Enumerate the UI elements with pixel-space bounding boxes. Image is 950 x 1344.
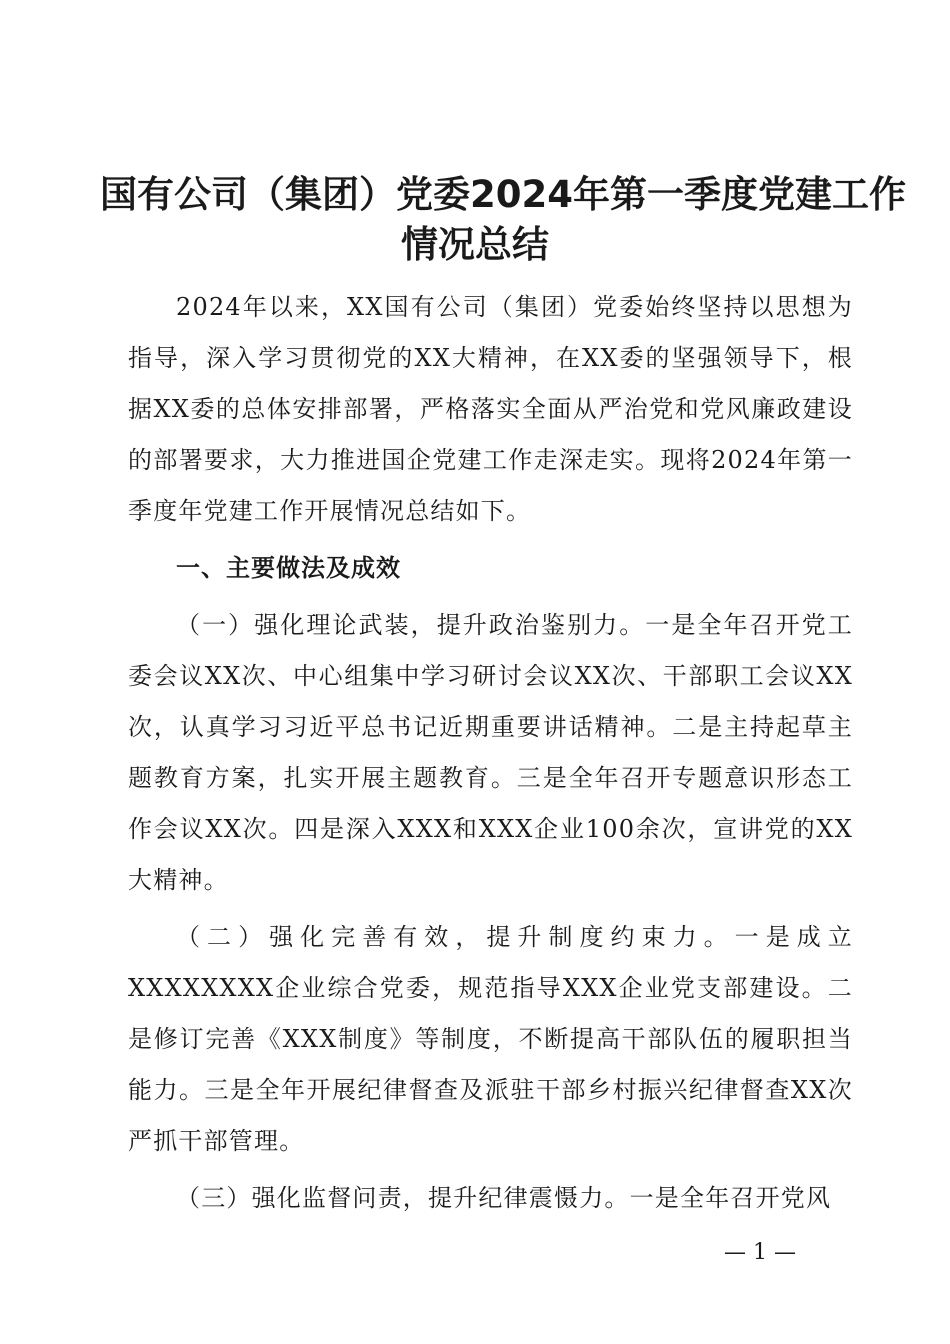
document-title [100, 170, 906, 270]
paragraph-item-1: （一）强化理论武装，提升政治鉴别力。一是全年召开党工委会议XX次、中心组集中学习研讨会议XX次、干部职工会议XX次，认真学习习近平总书记近期重要讲话精神。二是主持起草主题教育方案，扎实开展主题教育。三是全年召开专题意识形态工作会议XX次。四是深入XXX和XXX企业100余次，宣讲党的XX大精神。 [128, 611, 853, 894]
paragraph-item-3: （三）强化监督问责，提升纪律震慑力。一是全年召开党风 [176, 1184, 832, 1212]
title-line-2: 情况总结 [401, 223, 549, 266]
intro-paragraph: 2024年以来，XX国有公司（集团）党委始终坚持以思想为指导，深入学习贯彻党的XX大精神，在XX委的坚强领导下，根据XX委的总体安排部署，严格落实全面从严治党和党风廉政建设的部署要求，大力推进国企党建工作走深走实。现将2024年第一季度年党建工作开展情况总结如下。 [128, 293, 853, 525]
document-body [128, 282, 853, 1224]
paragraph-item-2: （二）强化完善有效，提升制度约束力。一是成立XXXXXXXX企业综合党委，规范指导XXX企业党支部建设。二是修订完善《XXX制度》等制度，不断提高干部队伍的履职担当能力。三是全年开展纪律督查及派驻干部乡村振兴纪律督查XX次严抓干部管理。 [128, 923, 853, 1155]
section-heading-1: 一、主要做法及成效 [176, 554, 401, 582]
page-number: — 1 — [724, 1240, 796, 1265]
title-line-1: 国有公司（集团）党委2024年第一季度党建工作 [100, 173, 906, 216]
